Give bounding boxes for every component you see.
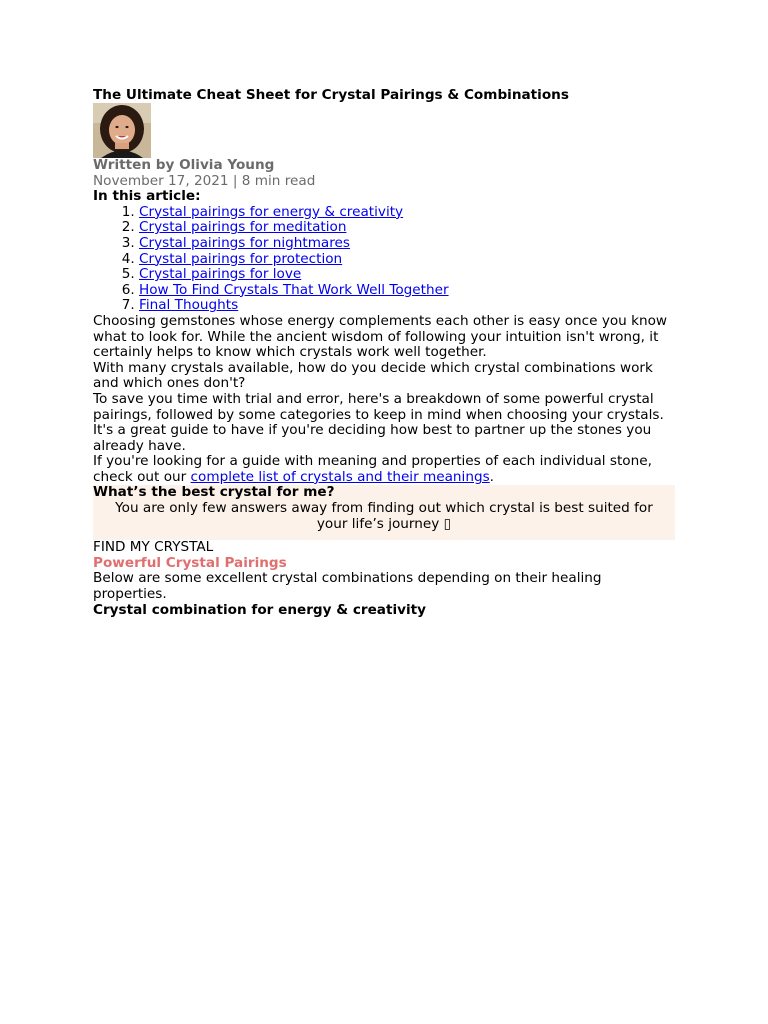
toc-item xyxy=(139,267,675,283)
quiz-body xyxy=(93,501,675,540)
table-of-contents xyxy=(93,205,675,314)
toc-item xyxy=(139,205,675,221)
toc-link-protection[interactable]: Crystal pairings for protection xyxy=(139,250,343,267)
body-paragraph-2: With many crystals available, how do you decide which crystal combinations work and which ones don't? xyxy=(93,359,653,392)
sub-heading-energy: Crystal combination for energy & creativity xyxy=(93,601,427,618)
toc-item xyxy=(139,283,675,299)
toc-link-final-thoughts[interactable]: Final Thoughts xyxy=(139,297,239,314)
toc-link-meditation[interactable]: Crystal pairings for meditation xyxy=(139,219,347,236)
quiz-title: What’s the best crystal for me? xyxy=(93,484,335,501)
toc-link-love[interactable]: Crystal pairings for love xyxy=(139,266,302,283)
quiz-body-text: You are only few answers away from finding out which crystal is best suited for your life’s journey xyxy=(115,500,653,532)
toc-link-nightmares[interactable]: Crystal pairings for nightmares xyxy=(139,234,351,251)
find-my-crystal-button[interactable]: FIND MY CRYSTAL xyxy=(93,539,214,556)
section-heading: Powerful Crystal Pairings xyxy=(93,554,287,571)
toc-link-energy[interactable]: Crystal pairings for energy & creativity xyxy=(139,203,404,220)
body-paragraph-3: To save you time with trial and error, here's a breakdown of some powerful crystal pairings, followed by some categories to keep in mind when choosing your crystals. It's a great guide to have if you're deciding how best to partner up the stones you already have. xyxy=(93,390,664,454)
article-meta: November 17, 2021 | 8 min read xyxy=(93,172,316,189)
article xyxy=(93,87,675,618)
body-paragraph-4-end: . xyxy=(489,468,494,485)
toc-link-find-crystals[interactable]: How To Find Crystals That Work Well Together xyxy=(139,281,449,298)
toc-item xyxy=(139,220,675,236)
section-intro: Below are some excellent crystal combinations depending on their healing properties. xyxy=(93,570,602,603)
toc-heading: In this article: xyxy=(93,188,201,205)
author-name: Written by Olivia Young xyxy=(93,157,275,173)
author-avatar-image xyxy=(93,103,151,158)
missing-glyph-icon: ▯ xyxy=(443,515,452,532)
body-paragraph-4 xyxy=(93,454,675,485)
toc-item xyxy=(139,236,675,252)
crystal-quiz-box xyxy=(93,485,675,540)
article-title: The Ultimate Cheat Sheet for Crystal Pairings & Combinations xyxy=(93,87,569,103)
toc-item xyxy=(139,252,675,268)
body-paragraph-1: Choosing gemstones whose energy complements each other is easy once you know what to look for. While the ancient wisdom of following your intuition isn't wrong, it certainly helps to know which crystals work well together. xyxy=(93,312,668,361)
body-paragraph-4-text: If you're looking for a guide with meaning and properties of each individual stone, check out our xyxy=(93,453,652,485)
toc-item xyxy=(139,298,675,314)
crystal-list-link[interactable]: complete list of crystals and their meanings xyxy=(190,468,490,485)
author-avatar xyxy=(93,103,151,158)
